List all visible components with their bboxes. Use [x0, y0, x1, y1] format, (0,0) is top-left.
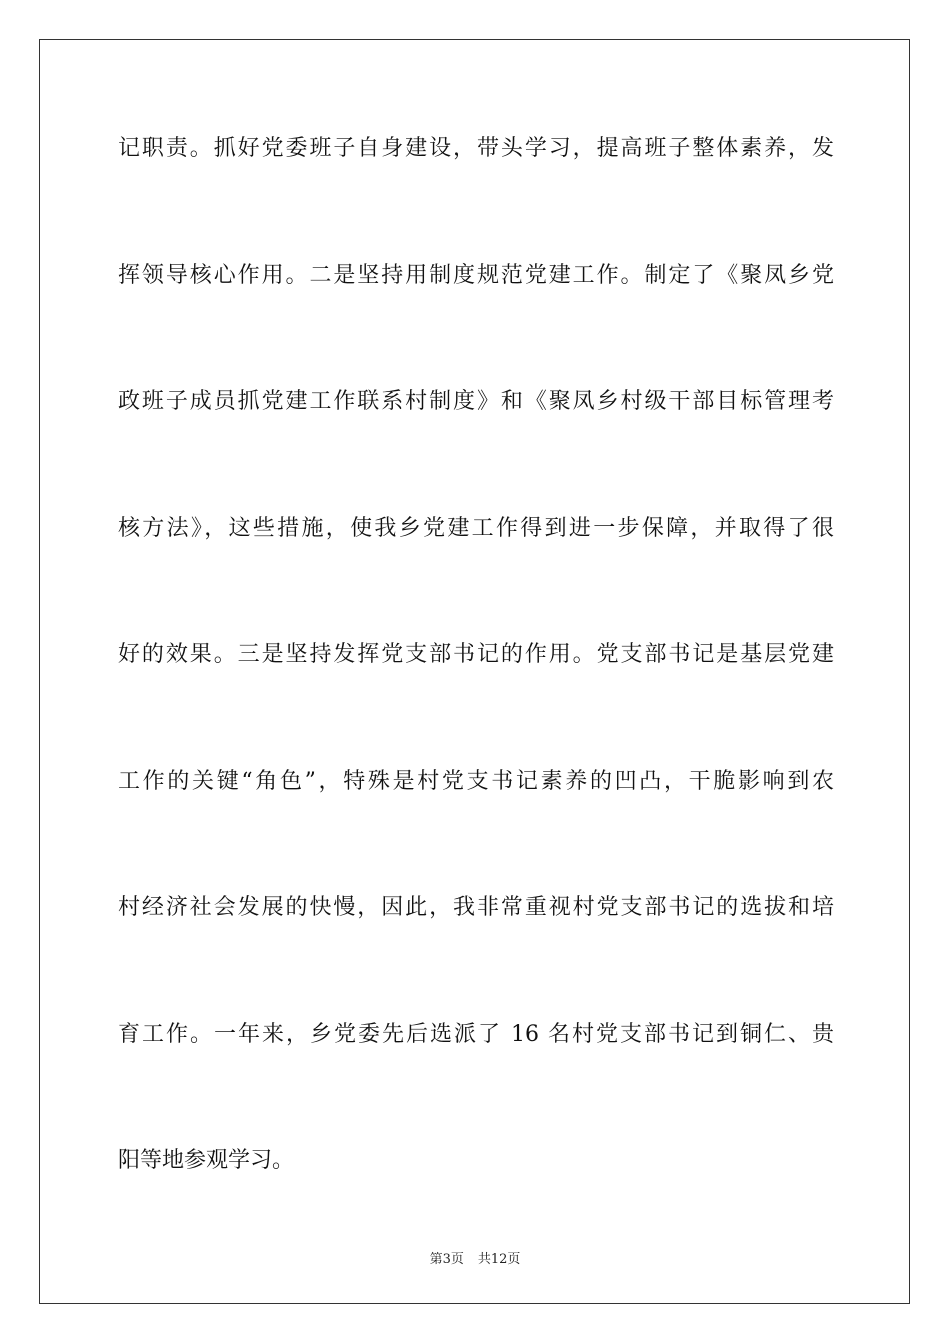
text-line-1: 记职责。抓好党委班子自身建设，带头学习，提高班子整体素养，发: [118, 136, 834, 161]
page-footer: [0, 1248, 950, 1267]
text-line-3: 政班子成员抓党建工作联系村制度》和《聚凤乡村级干部目标管理考: [118, 389, 834, 414]
page-total: 共12页: [477, 1252, 521, 1267]
text-line-9: 阳等地参观学习。: [118, 1148, 295, 1173]
page-number: 第3页: [429, 1252, 464, 1267]
text-line-4: 核方法》，这些措施，使我乡党建工作得到进一步保障，并取得了很: [118, 515, 834, 541]
text-line-6: 工作的关键“角色”，特殊是村党支书记素养的凹凸，干脆影响到农: [118, 768, 834, 794]
text-line-8: 育工作。一年来，乡党委先后选派了 16 名村党支部书记到铜仁、贵: [118, 1021, 834, 1047]
text-line-2: 挥领导核心作用。二是坚持用制度规范党建工作。制定了《聚凤乡党: [118, 262, 834, 288]
text-line-5: 好的效果。三是坚持发挥党支部书记的作用。党支部书记是基层党建: [118, 642, 834, 667]
document-body: [118, 128, 834, 1267]
text-line-7: 村经济社会发展的快慢，因此，我非常重视村党支部书记的选拔和培: [118, 895, 834, 920]
